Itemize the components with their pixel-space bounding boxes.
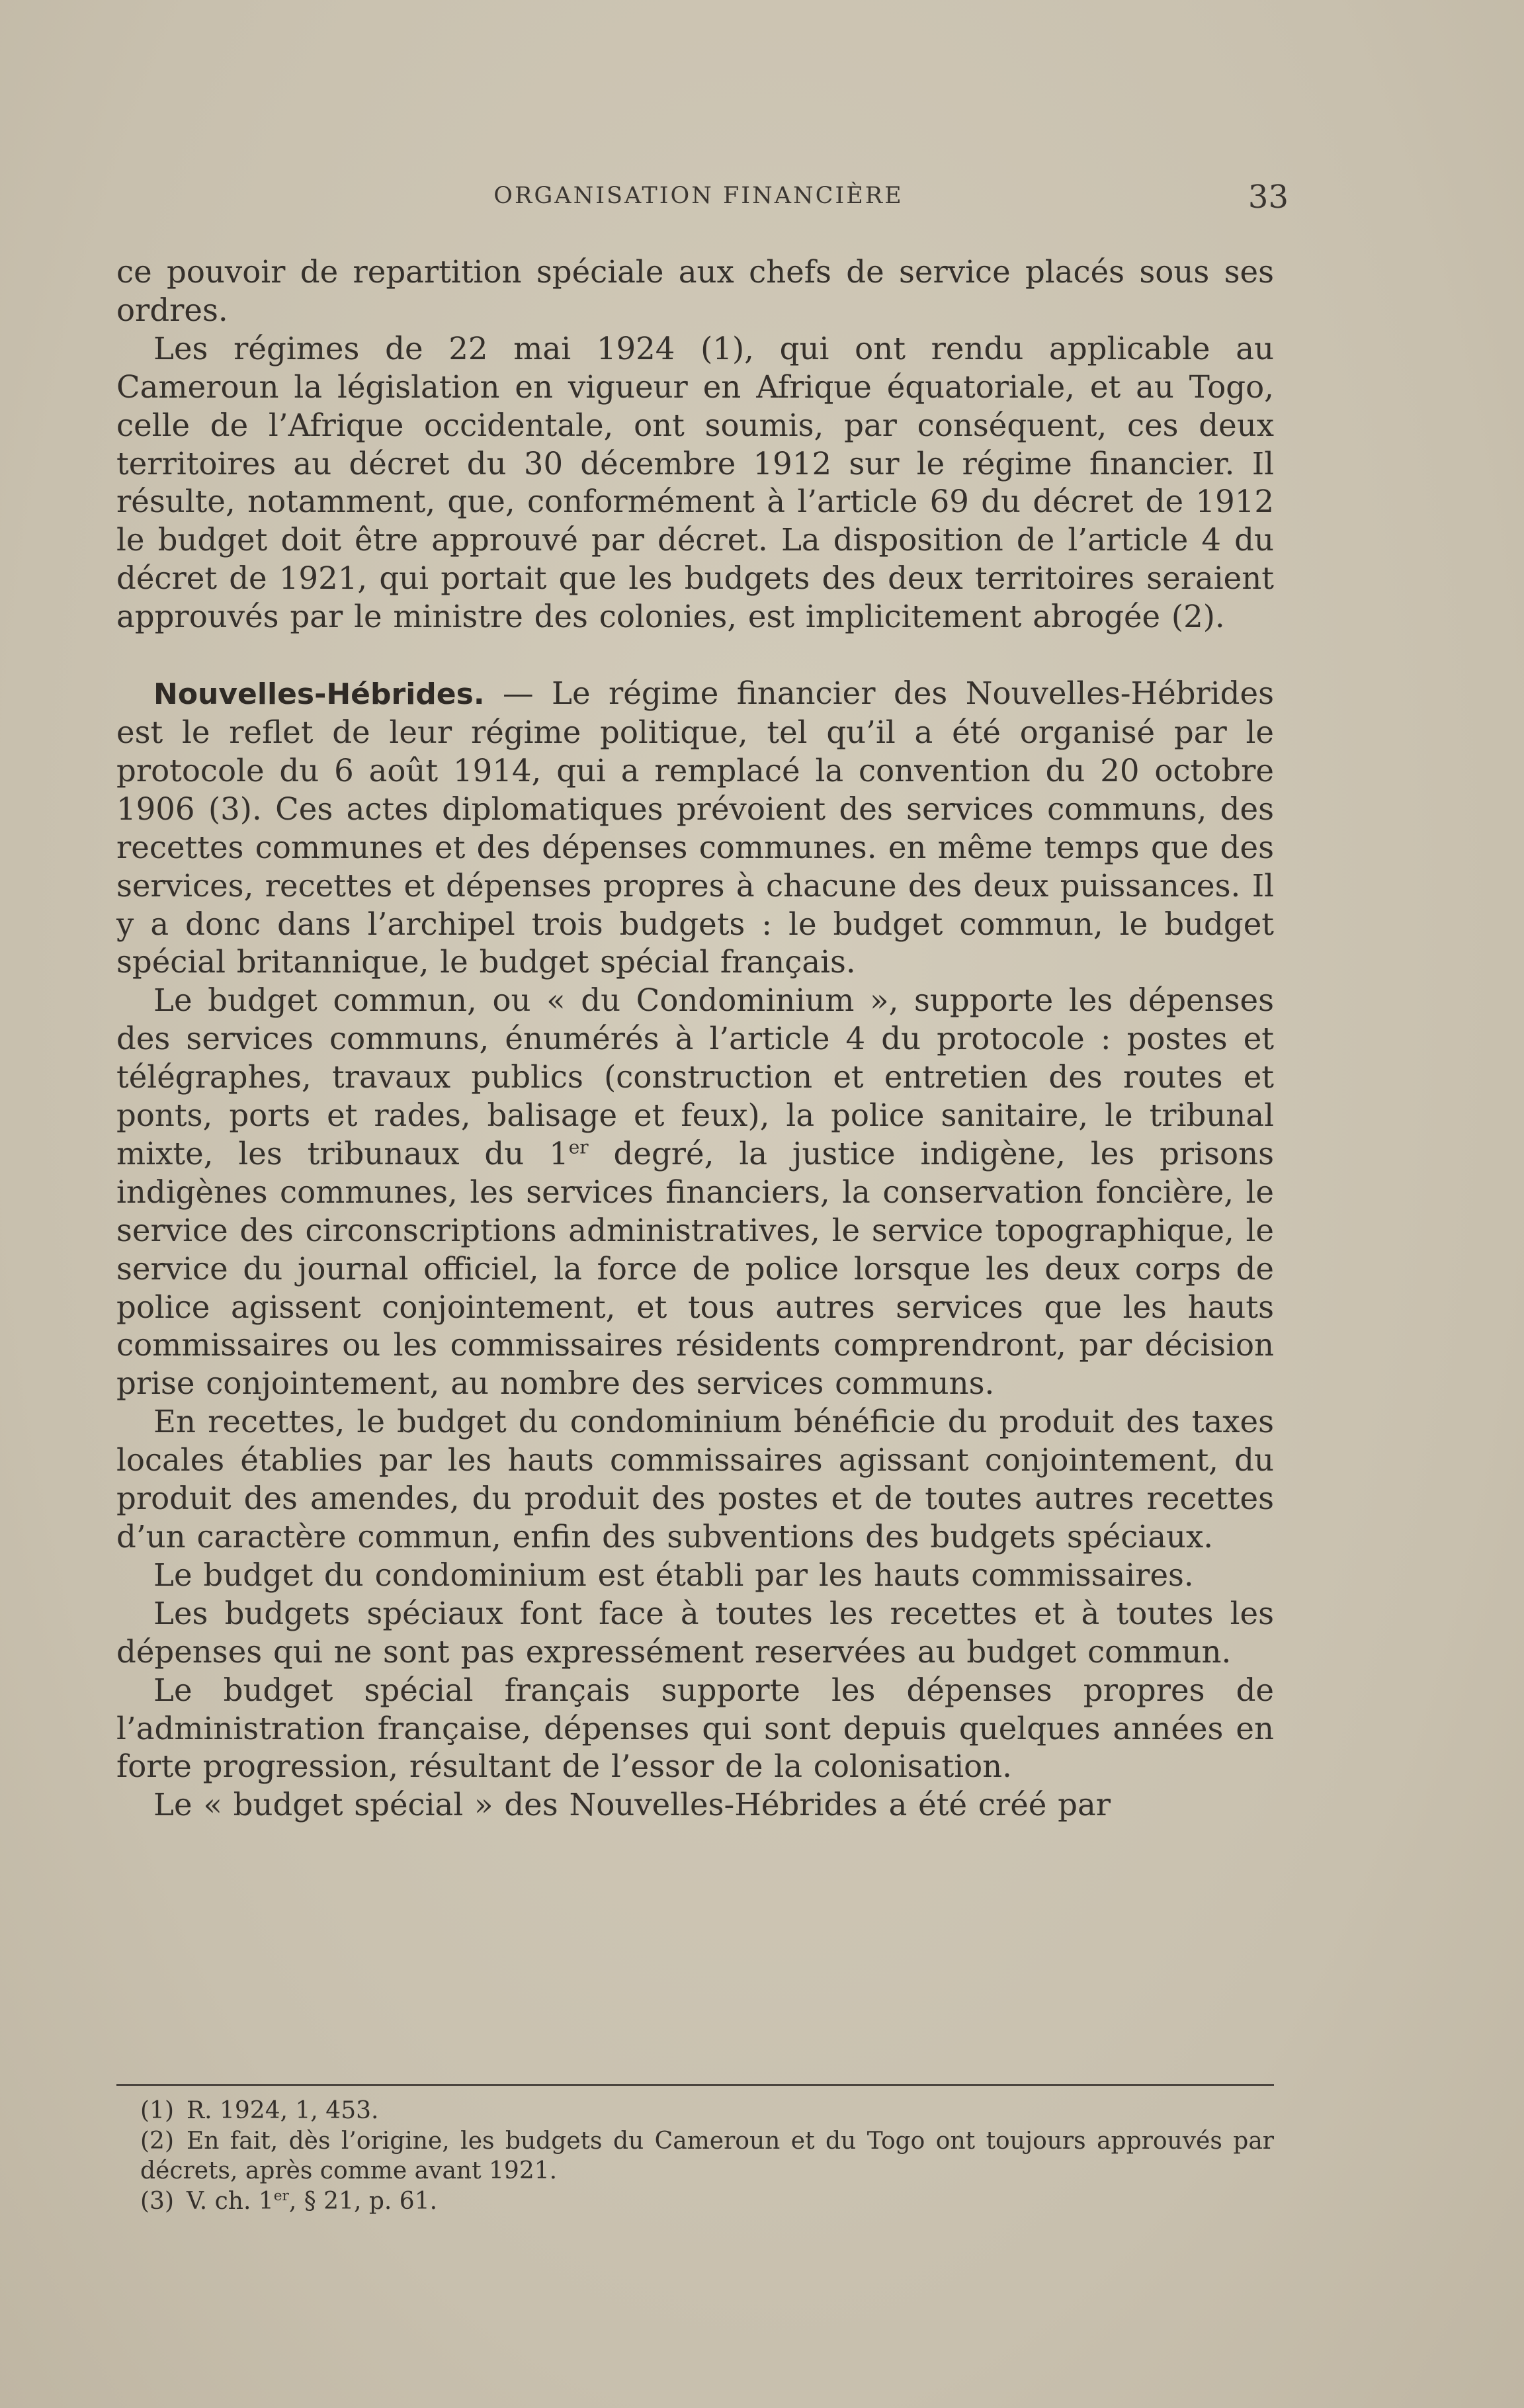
footnote-number: (2)	[140, 2127, 174, 2155]
footnotes	[116, 2096, 1274, 2216]
superscript: er	[273, 2187, 289, 2204]
footnote-1	[116, 2096, 1274, 2126]
footnote-2	[116, 2126, 1274, 2186]
footnote-3	[116, 2186, 1274, 2217]
paragraph-recettes: En recettes, le budget du condominium bénéficie du produit des taxes locales établies par les hauts commissaires agissant conjointement, du produit des amendes, du produit des postes et de toutes autres recettes d’un caractère commun, enfin des subventions des budgets spéciaux.	[116, 1404, 1274, 1555]
paragraph-text: Le budget commun, ou « du Condominium », supporte les dépenses des services communs, énumérés à l’article 4 du protocole : postes et télégraphes, travaux publics (construction et entretien des routes et ponts, ports et rades, balisage et feux), la police sanitaire, le tribunal mixte, les tribunaux du 1	[116, 982, 1274, 1172]
section-lead-text: — Le régime financier des Nouvelles-Hébrides est le reflet de leur régime politique, tel qu’il a été organisé par le protocole du 6 août 1914, qui a remplacé la convention du 20 octobre 1906 (3). Ces actes diplomatiques prévoient des services communs, des recettes communes et des dépenses communes. en même temps que des services, recettes et dépenses propres à chacune des deux puissances. Il y a donc dans l’archipel trois budgets : le budget commun, le budget spécial britannique, le budget spécial français.	[116, 675, 1274, 980]
paragraph-budgets-speciaux: Les budgets spéciaux font face à toutes les recettes et à toutes les dépenses qui ne sont pas expressément reservées au budget commun.	[116, 1595, 1274, 1670]
footnote-text: , § 21, p. 61.	[288, 2187, 438, 2215]
page-number: 33	[1248, 179, 1289, 216]
footnote-text: V. ch. 1	[187, 2187, 274, 2215]
paragraph-continuation: ce pouvoir de repartition spéciale aux chefs de service placés sous ses ordres.	[116, 254, 1274, 328]
footnote-text: En fait, dès l’origine, les budgets du Cameroun et du Togo ont toujours approuvés par décrets, après comme avant 1921.	[140, 2127, 1274, 2184]
paragraph-text: degré, la justice indigène, les prisons indigènes communes, les services financiers, la conservation foncière, le service des circonscriptions administratives, le service topographique, le service du journal officiel, la force de police lorsque les deux corps de police agissent conjointement, et tous autres services que les hauts commissaires ou les commissaires résidents comprendront, par décision prise conjointement, au nombre des services communs.	[116, 1135, 1274, 1402]
footnote-text: R. 1924, 1, 453.	[187, 2097, 379, 2124]
footnote-number: (1)	[140, 2097, 174, 2124]
paragraph-etabli: Le budget du condominium est établi par les hauts commissaires.	[153, 1557, 1194, 1593]
footnote-divider	[116, 2084, 1274, 2086]
body-text	[116, 253, 1274, 1825]
paragraph-budget-commun	[116, 982, 1274, 1403]
footnote-number: (3)	[140, 2187, 174, 2215]
section-nouvelles-hebrides	[116, 675, 1274, 982]
superscript: er	[568, 1136, 589, 1158]
section-heading: Nouvelles-Hébrides.	[153, 677, 485, 712]
paragraph-cameroun-togo: Les régimes de 22 mai 1924 (1), qui ont rendu applicable au Cameroun la législation en vigueur en Afrique équatoriale, et au Togo, celle de l’Afrique occidentale, ont soumis, par conséquent, ces deux territoires au décret du 30 décembre 1912 sur le régime financier. Il résulte, notamment, que, conformément à l’article 69 du décret de 1912 le budget doit être approuvé par décret. La disposition de l’article 4 du décret de 1921, qui portait que les budgets des deux territoires seraient approuvés par le ministre des colonies, est implicitement abrogée (2).	[116, 330, 1274, 635]
running-title: ORGANISATION FINANCIÈRE	[493, 183, 904, 209]
paragraph-budget-special: Le « budget spécial » des Nouvelles-Hébrides a été créé par	[153, 1787, 1111, 1823]
paragraph-budget-francais: Le budget spécial français supporte les dépenses propres de l’administration française, dépenses qui sont depuis quelques années en forte progression, résultant de l’essor de la colonisation.	[116, 1672, 1274, 1785]
page-header	[116, 179, 1289, 218]
